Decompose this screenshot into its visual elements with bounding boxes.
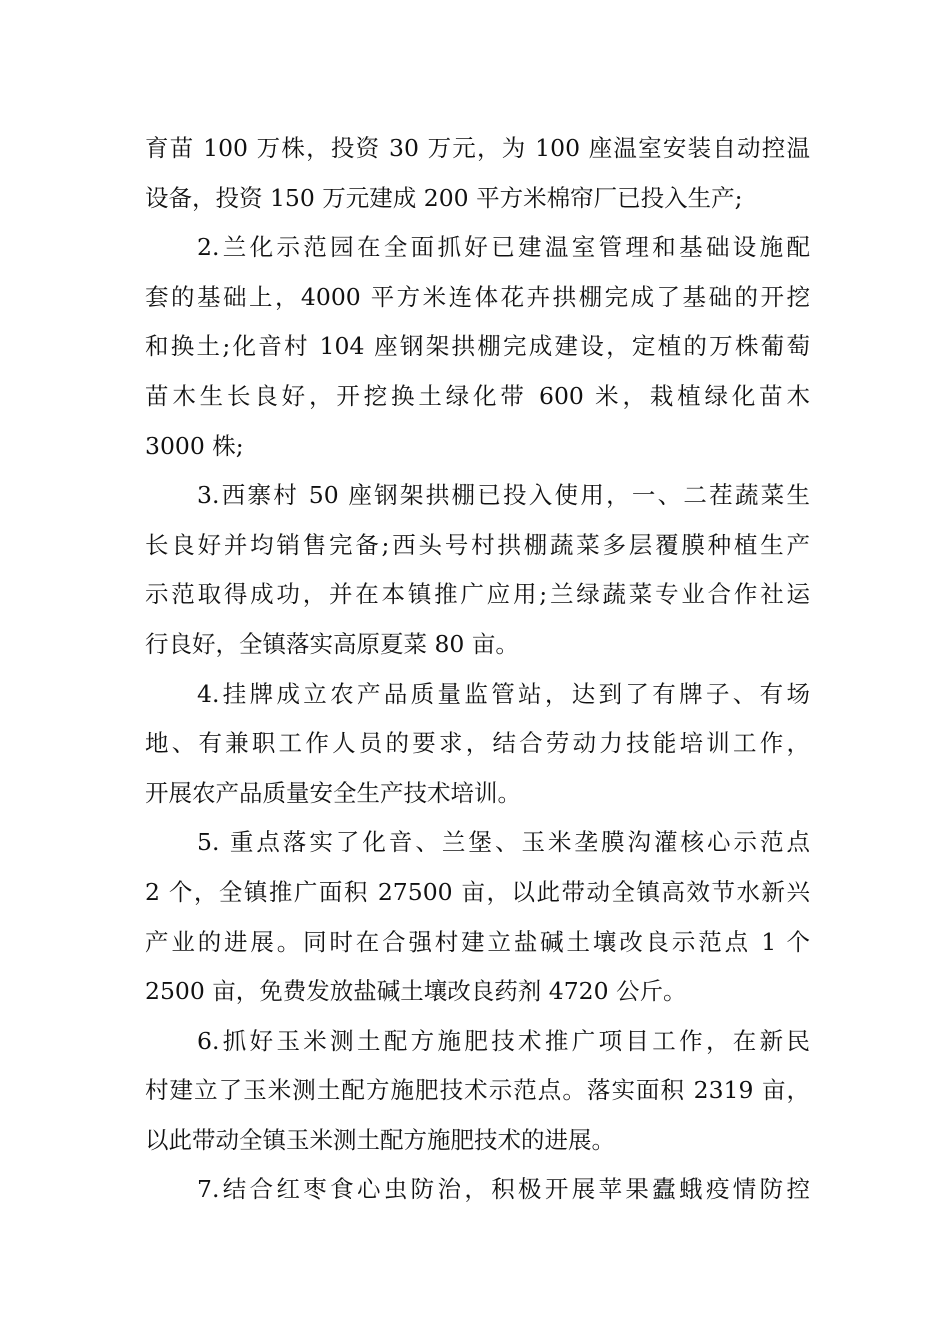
text-line: 行良好，全镇落实高原夏菜 80 亩。 [145, 629, 519, 658]
text-line: 村建立了玉米测土配方施肥技术示范点。落实面积 2319 亩， [145, 1076, 810, 1105]
text-line: 7.结合红枣食心虫防治，积极开展苹果蠹蛾疫情防控 [197, 1175, 810, 1204]
text-line: 2 个，全镇推广面积 27500 亩，以此带动全镇高效节水新兴 [145, 877, 810, 906]
text-line: 4.挂牌成立农产品质量监管站，达到了有牌子、有场 [197, 679, 810, 708]
text-line: 6.抓好玉米测土配方施肥技术推广项目工作，在新民 [197, 1026, 810, 1055]
text-line: 2500 亩，免费发放盐碱土壤改良药剂 4720 公斤。 [145, 977, 687, 1006]
text-line: 3000 株; [145, 431, 244, 460]
text-line: 5. 重点落实了化音、兰堡、玉米垄膜沟灌核心示范点 [197, 828, 810, 857]
text-line: 2.兰化示范园在全面抓好已建温室管理和基础设施配 [197, 233, 810, 262]
text-line: 以此带动全镇玉米测土配方施肥技术的进展。 [145, 1125, 615, 1154]
text-line: 苗木生长良好，开挖换土绿化带 600 米，栽植绿化苗木 [145, 381, 810, 410]
text-line: 长良好并均销售完备;西头号村拱棚蔬菜多层覆膜种植生产 [145, 530, 810, 559]
text-line: 育苗 100 万株，投资 30 万元，为 100 座温室安装自动控温 [145, 134, 810, 162]
text-line: 套的基础上，4000 平方米连体花卉拱棚完成了基础的开挖 [145, 282, 810, 311]
text-line: 开展农产品质量安全生产技术培训。 [145, 778, 521, 807]
text-line: 地、有兼职工作人员的要求，结合劳动力技能培训工作， [145, 729, 810, 758]
text-line: 设备，投资 150 万元建成 200 平方米棉帘厂已投入生产; [145, 183, 743, 212]
text-line: 产业的进展。同时在合强村建立盐碱土壤改良示范点 1 个 [145, 927, 810, 956]
text-line: 示范取得成功，并在本镇推广应用;兰绿蔬菜专业合作社运 [145, 580, 810, 609]
text-line: 和换土;化音村 104 座钢架拱棚完成建设，定植的万株葡萄 [145, 332, 810, 361]
text-line: 3.西寨村 50 座钢架拱棚已投入使用，一、二茬蔬菜生 [197, 481, 810, 510]
document-body [145, 124, 810, 1215]
